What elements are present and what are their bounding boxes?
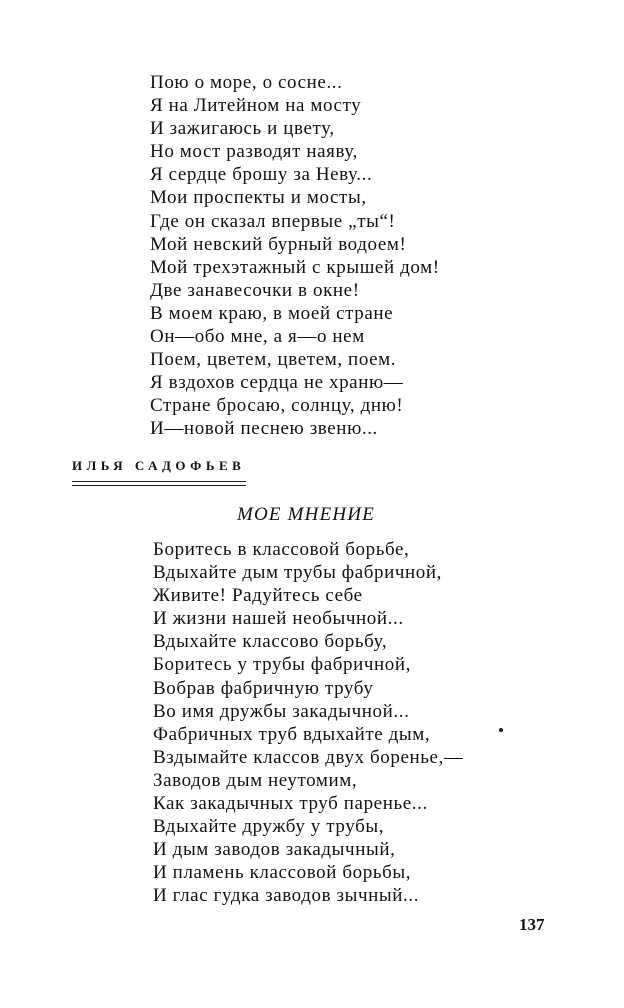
poem-line: Боритесь у трубы фабричной, <box>153 654 412 676</box>
poem-line: Мой невский бурный водоем! <box>150 233 407 255</box>
poem-line: Но мост разводят наяву, <box>150 141 358 163</box>
author-divider <box>72 481 246 482</box>
poem-line: Пою о море, о сосне... <box>150 72 343 93</box>
poem-line: Он—обо мне, а я—о нем <box>150 326 365 348</box>
poem-line: Я на Литейном на мосту <box>150 95 362 117</box>
poem-line: Как закадычных труб паренье... <box>153 793 428 815</box>
poem-line: Я вздохов сердца не храню— <box>150 372 404 394</box>
poem-line: Я сердце брошу за Неву... <box>150 164 373 186</box>
poem-line: Фабричных труб вдыхайте дым, <box>153 723 431 745</box>
poem-line: И жизни нашей необычной... <box>153 608 404 630</box>
page-number: 137 <box>519 915 545 934</box>
poem-line: Вобрав фабричную трубу <box>153 677 374 699</box>
poem-line: Стране бросаю, солнцу, дню! <box>150 395 404 417</box>
poem-line: Вдыхайте дружбу у трубы, <box>153 816 385 838</box>
poem-line: Боритесь в классовой борьбе, <box>153 539 410 560</box>
poem-line: В моем краю, в моей стране <box>150 302 394 324</box>
stray-dot <box>499 728 503 732</box>
poem-line: Поем, цветем, цветем, поем. <box>150 349 397 371</box>
poem-continuation <box>150 71 440 441</box>
poem-line: Где он сказал впервые „ты“! <box>150 210 396 232</box>
author-name: ИЛЬЯ САДОФЬЕВ <box>72 458 246 473</box>
poem-line: Вдыхайте дым трубы фабричной, <box>153 562 443 584</box>
poem-line: Вздымайте классов двух боренье,— <box>153 746 464 768</box>
poem-line: И пламень классовой борьбы, <box>153 862 412 884</box>
poem-line: Вдыхайте классово борьбу, <box>153 631 388 653</box>
poem-line: Мои проспекты и мосты, <box>150 187 367 209</box>
poem-line: Живите! Радуйтесь себе <box>153 585 363 607</box>
poem-line: И—новой песнею звеню... <box>150 418 378 440</box>
poem-line: Во имя дружбы закадычной... <box>153 700 410 722</box>
poem-line: И глас гудка заводов зычный... <box>153 885 420 907</box>
poem-body <box>153 538 464 908</box>
author-divider <box>72 485 246 486</box>
poem-line: Две занавесочки в окне! <box>150 279 360 301</box>
poem-line: Заводов дым неутомим, <box>153 769 358 791</box>
poem-title-text: МОЕ МНЕНИЕ <box>236 504 376 525</box>
poem-line: Мой трехэтажный с крышей дом! <box>150 256 440 278</box>
poem-line: И зажигаюсь и цвету, <box>150 118 335 140</box>
poem-title <box>0 504 624 526</box>
poem-line: И дым заводов закадычный, <box>153 839 396 861</box>
